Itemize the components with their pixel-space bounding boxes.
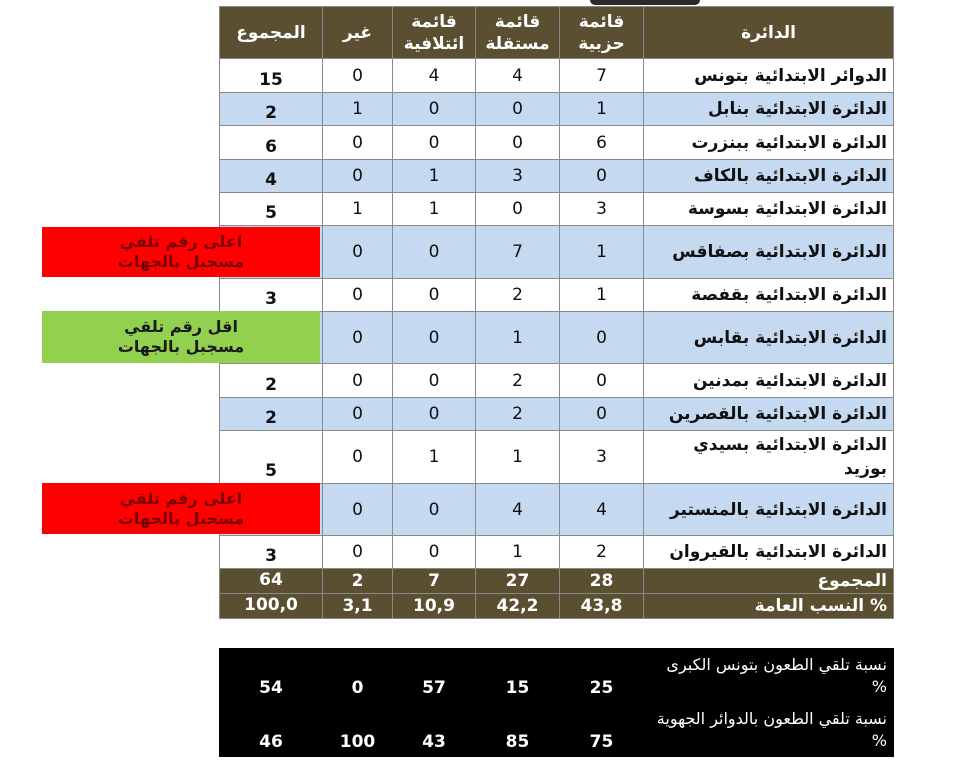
header-total: المجموع (220, 7, 323, 59)
appeals-table (219, 6, 894, 619)
clipped-title-fragment (590, 0, 700, 5)
header-coalition: قائمة ائتلافية (393, 7, 476, 59)
ratio-table (219, 648, 894, 757)
table-row: 0 0 4 4 الدائرة الابتدائية بالمنستير (220, 484, 894, 536)
table-row: 4 0 1 3 0 الدائرة الابتدائية بالكاف (220, 160, 894, 193)
table-row: 3 0 0 1 2 الدائرة الابتدائية بالقيروان (220, 536, 894, 569)
table-header-row (220, 7, 894, 59)
header-other: غير (323, 7, 393, 59)
table-row: 3 0 0 2 1 الدائرة الابتدائية بقفصة (220, 279, 894, 312)
highest-note-sfax: اعلى رقم تلقي مسجبل بالجهات (42, 227, 320, 277)
lowest-note-gabes: اقل رقم تلقي مسجبل بالجهات (42, 311, 320, 363)
ratio-row: 46 100 43 85 75 نسبة تلقي الطعون بالدوائر الجهوية % (220, 703, 894, 757)
table-row: 0 0 1 0 الدائرة الابتدائية بقابس (220, 312, 894, 364)
header-district: الدائرة (644, 7, 894, 59)
totals-row: 64 2 7 27 28 المجموع (220, 569, 894, 594)
highest-note-monastir: اعلى رقم تلقي مسجبل بالجهات (42, 483, 320, 534)
table-row: 0 0 7 1 الدائرة الابتدائية بصفاقس (220, 226, 894, 279)
table-row: 5 0 1 1 3 الدائرة الابتدائية بسيدي بوزيد (220, 431, 894, 484)
header-party: قائمة حزبية (560, 7, 644, 59)
header-independent: قائمة مستقلة (476, 7, 560, 59)
table-row: 5 1 1 0 3 الدائرة الابتدائية بسوسة (220, 193, 894, 226)
ratio-row: 54 0 57 15 25 نسبة تلقي الطعون بتونس الكبرى % (220, 649, 894, 703)
table-row: 6 0 0 0 6 الدائرة الابتدائية ببنزرت (220, 126, 894, 160)
table-row: 2 0 0 2 0 الدائرة الابتدائية بمدنين (220, 364, 894, 398)
table-row: 15 0 4 4 7 الدوائر الابتدائية بتونس (220, 59, 894, 93)
table-row: 2 0 0 2 0 الدائرة الابتدائية بالقصرين (220, 398, 894, 431)
percentages-row: 100,0 3,1 10,9 42,2 43,8 النسب العامة % (220, 594, 894, 619)
table-row: 2 1 0 0 1 الدائرة الابتدائية بنابل (220, 93, 894, 126)
